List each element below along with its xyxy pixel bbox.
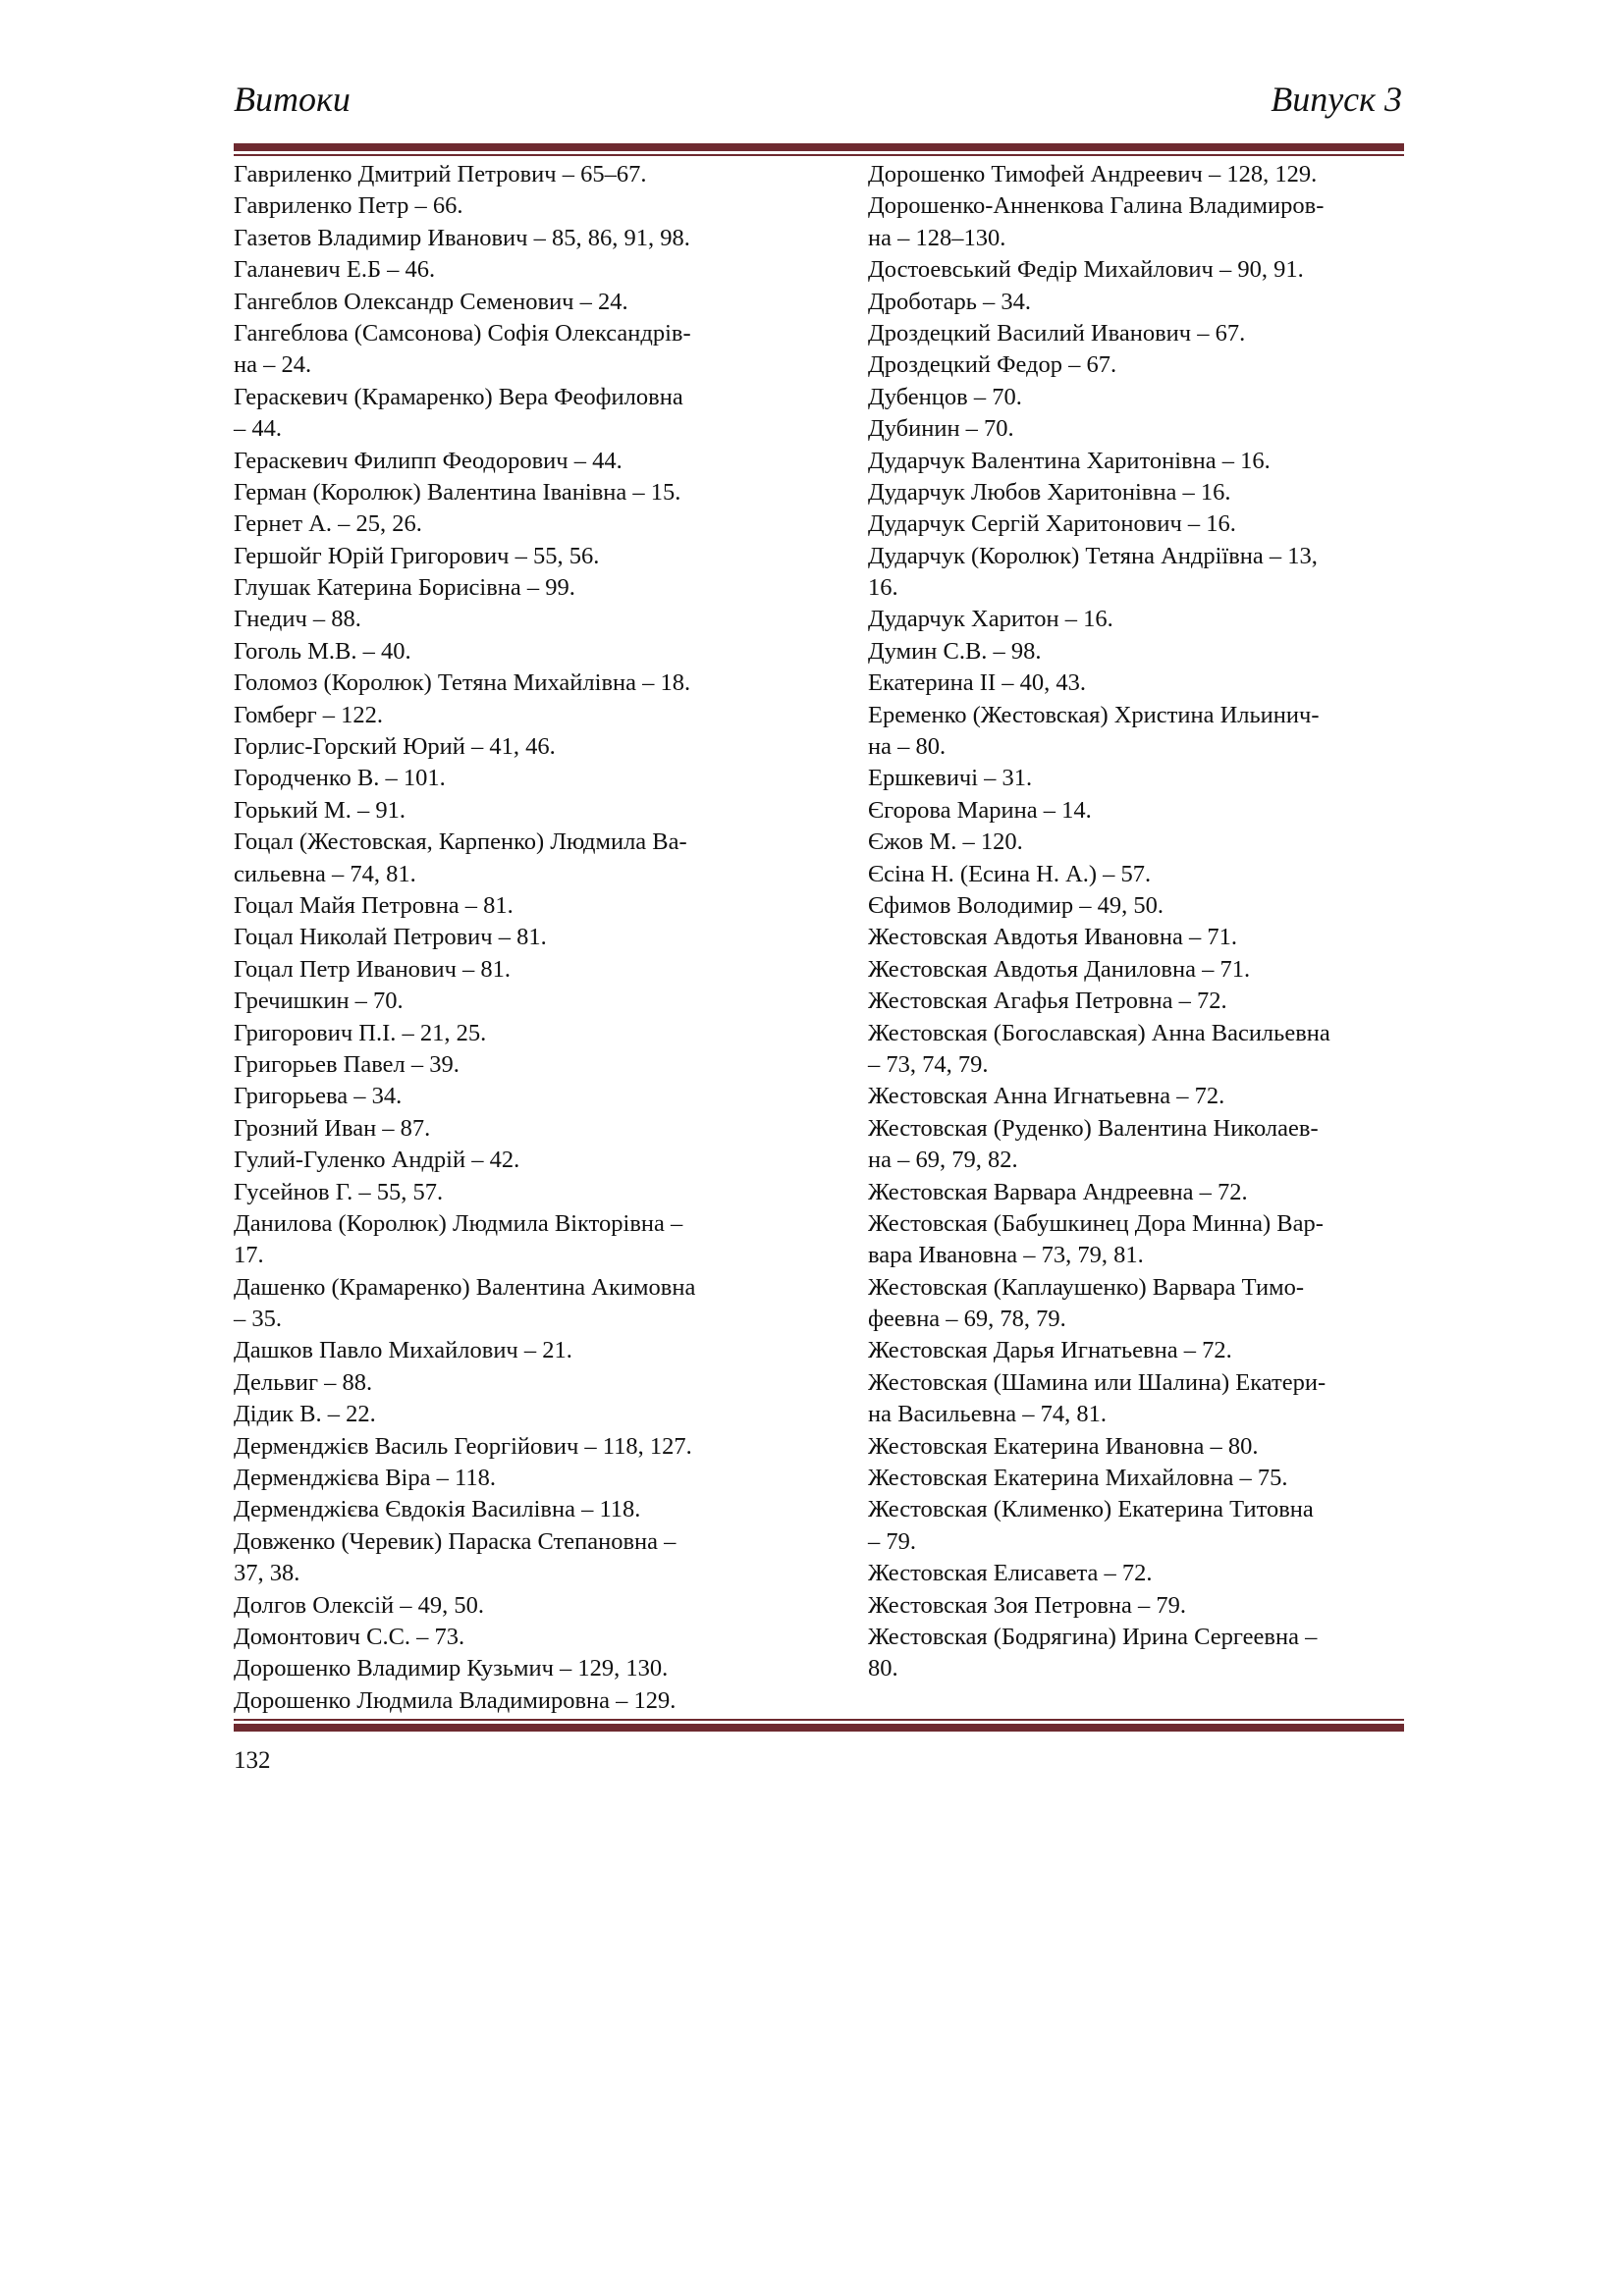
index-entry-line: Жестовская Авдотья Даниловна – 71. bbox=[868, 955, 1251, 983]
index-entry-line: Григорьева – 34. bbox=[234, 1083, 403, 1110]
index-entry-line: Дашенко (Крамаренко) Валентина Акимовна bbox=[234, 1273, 696, 1301]
index-entry-line: Екатерина ІІ – 40, 43. bbox=[868, 669, 1086, 697]
index-entry-line: сильевна – 74, 81. bbox=[234, 860, 416, 887]
index-entry-line: Гераскевич (Крамаренко) Вера Феофиловна bbox=[234, 383, 683, 410]
index-entry-line: Гоголь М.В. – 40. bbox=[234, 637, 411, 665]
index-entry-line: Жестовская Агафья Петровна – 72. bbox=[868, 988, 1227, 1015]
running-header bbox=[234, 79, 1402, 130]
index-entry-line: Глушак Катерина Борисівна – 99. bbox=[234, 574, 575, 602]
index-entry-line: на – 69, 79, 82. bbox=[868, 1147, 1018, 1174]
index-column-left bbox=[234, 159, 764, 1717]
index-entry-line: Гершойг Юрій Григорович – 55, 56. bbox=[234, 542, 600, 569]
footer-rule bbox=[234, 1719, 1404, 1732]
index-entry-line: вара Ивановна – 73, 79, 81. bbox=[868, 1242, 1144, 1269]
index-entry-line: Жестовская Варвара Андреевна – 72. bbox=[868, 1178, 1248, 1205]
index-entry-line: Дорошенко-Анненкова Галина Владимиров- bbox=[868, 192, 1325, 220]
index-entry-line: Гоцал Петр Иванович – 81. bbox=[234, 955, 512, 983]
index-entry-line: на – 24. bbox=[234, 351, 312, 379]
index-entry-line: Долгов Олексій – 49, 50. bbox=[234, 1591, 485, 1619]
index-entry-line: Жестовская Дарья Игнатьевна – 72. bbox=[868, 1337, 1232, 1364]
index-entry-line: Горький М. – 91. bbox=[234, 796, 406, 824]
index-entry-line: Думин С.В. – 98. bbox=[868, 637, 1042, 665]
index-entry-line: Гангеблов Олександр Семенович – 24. bbox=[234, 288, 628, 315]
index-entry-line: Галаневич Е.Б – 46. bbox=[234, 256, 436, 284]
index-entry-line: Жестовская Анна Игнатьевна – 72. bbox=[868, 1083, 1225, 1110]
index-entry-line: Жестовская (Бабушкинец Дора Минна) Вар- bbox=[868, 1209, 1324, 1237]
index-entry-line: Герман (Королюк) Валентина Іванівна – 15. bbox=[234, 478, 681, 506]
index-entry-line: Єфимов Володимир – 49, 50. bbox=[868, 891, 1164, 919]
index-entry-line: Дубенцов – 70. bbox=[868, 383, 1022, 410]
index-entry-line: Домонтович С.С. – 73. bbox=[234, 1623, 465, 1650]
index-entry-line: Достоевський Федір Михайлович – 90, 91. bbox=[868, 256, 1304, 284]
index-entry-line: Грозний Иван – 87. bbox=[234, 1114, 431, 1142]
index-entry-line: Жестовская Екатерина Михайловна – 75. bbox=[868, 1465, 1288, 1492]
index-entry-line: Дерменджієв Василь Георгійович – 118, 127. bbox=[234, 1432, 692, 1460]
index-entry-line: Дерменджієва Віра – 118. bbox=[234, 1465, 496, 1492]
index-entry-line: 80. bbox=[868, 1655, 898, 1682]
index-entry-line: Дударчук Любов Харитонівна – 16. bbox=[868, 478, 1231, 506]
issue-label: Випуск 3 bbox=[1271, 80, 1402, 119]
index-entry-line: Єгорова Марина – 14. bbox=[868, 796, 1092, 824]
index-entry-line: Гангеблова (Самсонова) Софія Олександрів- bbox=[234, 319, 691, 347]
index-entry-line: Дроздецкий Федор – 67. bbox=[868, 351, 1117, 379]
index-entry-line: Жестовская (Клименко) Екатерина Титовна bbox=[868, 1496, 1314, 1523]
index-entry-line: феевна – 69, 78, 79. bbox=[868, 1306, 1066, 1333]
index-entry-line: Дударчук Валентина Харитонівна – 16. bbox=[868, 447, 1271, 474]
index-entry-line: 17. bbox=[234, 1242, 264, 1269]
index-entry-line: Данилова (Королюк) Людмила Вікторівна – bbox=[234, 1209, 683, 1237]
index-entry-line: Дударчук Сергій Харитонович – 16. bbox=[868, 510, 1236, 538]
index-entry-line: Довженко (Черевик) Параска Степановна – bbox=[234, 1527, 677, 1555]
index-entry-line: Жестовская (Руденко) Валентина Николаев- bbox=[868, 1114, 1319, 1142]
header-rule bbox=[234, 143, 1404, 156]
index-entry-line: Дроздецкий Василий Иванович – 67. bbox=[868, 319, 1246, 347]
index-entry-line: Гавриленко Дмитрий Петрович – 65–67. bbox=[234, 161, 647, 187]
index-entry-line: на – 80. bbox=[868, 733, 947, 761]
index-entry-line: Гулий-Гуленко Андрій – 42. bbox=[234, 1147, 520, 1174]
index-entry-line: Горлис-Горский Юрий – 41, 46. bbox=[234, 733, 556, 761]
index-entry-line: Дударчук Харитон – 16. bbox=[868, 606, 1113, 633]
index-entry-line: Гернет А. – 25, 26. bbox=[234, 510, 422, 538]
index-entry-line: Дорошенко Людмила Владимировна – 129. bbox=[234, 1686, 677, 1714]
index-entry-line: – 35. bbox=[234, 1306, 282, 1333]
index-entry-line: Жестовская Елисавета – 72. bbox=[868, 1560, 1153, 1587]
index-entry-line: Жестовская (Шамина или Шалина) Екатери- bbox=[868, 1368, 1326, 1396]
index-entry-line: Городченко В. – 101. bbox=[234, 765, 446, 792]
index-entry-line: Жестовская Авдотья Ивановна – 71. bbox=[868, 924, 1237, 951]
index-entry-line: на Васильевна – 74, 81. bbox=[868, 1401, 1108, 1428]
index-entry-line: Дударчук (Королюк) Тетяна Андріївна – 13, bbox=[868, 542, 1318, 569]
index-entry-line: Газетов Владимир Иванович – 85, 86, 91, 98. bbox=[234, 224, 690, 251]
index-entry-line: Жестовская Екатерина Ивановна – 80. bbox=[868, 1432, 1259, 1460]
index-entry-line: Жестовская (Богославская) Анна Васильевна bbox=[868, 1019, 1330, 1046]
index-entry-line: Єжов М. – 120. bbox=[868, 828, 1023, 856]
index-entry-line: 16. bbox=[868, 574, 898, 602]
index-entry-line: Гречишкин – 70. bbox=[234, 988, 404, 1015]
index-entry-line: Гнедич – 88. bbox=[234, 606, 361, 633]
index-entry-line: – 73, 74, 79. bbox=[868, 1050, 989, 1078]
index-entry-line: Голомоз (Королюк) Тетяна Михайлівна – 18. bbox=[234, 669, 691, 697]
index-entry-line: Єсіна Н. (Есина Н. А.) – 57. bbox=[868, 860, 1152, 887]
index-entry-line: Григорович П.І. – 21, 25. bbox=[234, 1019, 487, 1046]
index-entry-line: Жестовская (Бодрягина) Ирина Сергеевна – bbox=[868, 1623, 1318, 1650]
index-entry-line: Гусейнов Г. – 55, 57. bbox=[234, 1178, 444, 1205]
index-entry-line: Дельвиг – 88. bbox=[234, 1368, 373, 1396]
index-entry-line: Гоцал Майя Петровна – 81. bbox=[234, 891, 514, 919]
journal-title: Витоки bbox=[234, 80, 351, 119]
index-entry-line: – 79. bbox=[868, 1527, 916, 1555]
index-entry-line: 37, 38. bbox=[234, 1560, 300, 1587]
index-entry-line: Дідик В. – 22. bbox=[234, 1401, 376, 1428]
index-entry-line: Дашков Павло Михайлович – 21. bbox=[234, 1337, 572, 1364]
index-entry-line: Григорьев Павел – 39. bbox=[234, 1050, 460, 1078]
index-entry-line: Ершкевичі – 31. bbox=[868, 765, 1033, 792]
index-entry-line: Еременко (Жестовская) Христина Ильинич- bbox=[868, 701, 1320, 728]
index-entry-line: Дорошенко Владимир Кузьмич – 129, 130. bbox=[234, 1655, 669, 1682]
index-entry-line: Гоцал (Жестовская, Карпенко) Людмила Ва- bbox=[234, 828, 687, 856]
index-entry-line: на – 128–130. bbox=[868, 224, 1006, 251]
index-column-right bbox=[868, 159, 1408, 1685]
index-entry-line: Жестовская (Каплаушенко) Варвара Тимо- bbox=[868, 1273, 1305, 1301]
index-entry-line: Жестовская Зоя Петровна – 79. bbox=[868, 1591, 1187, 1619]
index-entry-line: Дерменджієва Євдокія Василівна – 118. bbox=[234, 1496, 641, 1523]
index-entry-line: Дроботарь – 34. bbox=[868, 288, 1032, 315]
index-entry-line: Гераскевич Филипп Феодорович – 44. bbox=[234, 447, 623, 474]
index-entry-line: – 44. bbox=[234, 415, 282, 443]
page-number: 132 bbox=[234, 1747, 271, 1774]
index-entry-line: Дубинин – 70. bbox=[868, 415, 1014, 443]
index-entry-line: Гоцал Николай Петрович – 81. bbox=[234, 924, 547, 951]
index-entry-line: Дорошенко Тимофей Андреевич – 128, 129. bbox=[868, 161, 1318, 187]
index-entry-line: Гавриленко Петр – 66. bbox=[234, 192, 463, 220]
index-entry-line: Гомберг – 122. bbox=[234, 701, 383, 728]
